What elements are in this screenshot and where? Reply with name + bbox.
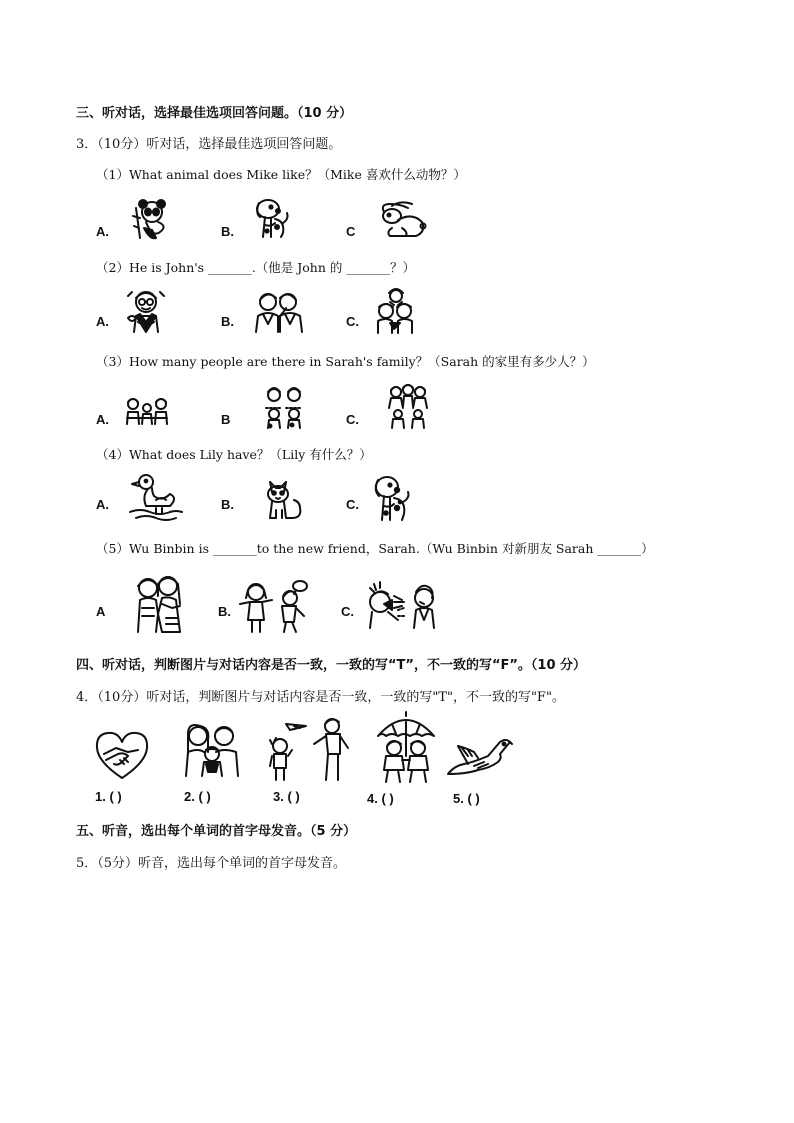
rabbit-icon	[378, 198, 428, 240]
talking-kids-icon	[236, 578, 312, 634]
heart-handshake-icon	[94, 730, 150, 780]
item-5-question: （5）Wu Binbin is _______to the new friend，Sarah.（Wu Binbin 对新朋友 Sarah _______）	[96, 541, 654, 556]
family-of-five-icon	[384, 384, 432, 430]
dog-icon	[251, 197, 291, 241]
item-4-option-b[interactable]: B.	[221, 497, 234, 512]
question-3-prompt: 3．（10分）听对话，选择最佳选项回答问题。	[76, 137, 342, 152]
umbrella-couple-icon	[374, 712, 438, 784]
item-1-question: （1）What animal does Mike like？（Mike 喜欢什么动物？）	[96, 167, 466, 182]
section-4-heading: 四、听对话，判断图片与对话内容是否一致，一致的写“T”，不一致的写“F”。（10 分）	[76, 658, 587, 673]
item-3-option-a[interactable]: A.	[96, 412, 109, 427]
item-3-question: （3）How many people are there in Sarah's family？（Sarah 的家里有多少人？）	[96, 354, 595, 369]
item-1-option-b[interactable]: B.	[221, 224, 234, 239]
item-4-2-answer[interactable]: 2. ( )	[184, 789, 211, 804]
shouting-boy-icon	[364, 580, 444, 630]
item-4-5-answer[interactable]: 5. ( )	[453, 791, 480, 806]
item-5-option-b[interactable]: B.	[218, 604, 231, 619]
question-4-prompt: 4．（10分）听对话，判断图片与对话内容是否一致，一致的写"T"，不一致的写"F"。	[76, 690, 565, 705]
item-5-option-c[interactable]: C.	[341, 604, 354, 619]
panda-icon	[130, 198, 174, 242]
hugging-girls-icon	[128, 574, 190, 634]
two-men-icon	[250, 290, 308, 334]
item-2-option-b[interactable]: B.	[221, 314, 234, 329]
paper-plane-boys-icon	[264, 716, 354, 782]
question-5-prompt: 5．（5分）听音，选出每个单词的首字母发音。	[76, 856, 347, 871]
item-1-option-c[interactable]: C	[346, 224, 356, 239]
family-of-three-icon	[124, 396, 170, 426]
item-4-1-answer[interactable]: 1. ( )	[95, 789, 122, 804]
section-3-heading: 三、听对话，选择最佳选项回答问题。（10 分）	[76, 106, 353, 121]
dog-icon	[370, 474, 412, 524]
family-stack-icon	[374, 287, 416, 335]
item-2-option-a[interactable]: A.	[96, 314, 109, 329]
section-5-heading: 五、听音，选出每个单词的首字母发音。（5 分）	[76, 824, 357, 839]
item-2-option-c[interactable]: C.	[346, 314, 359, 329]
item-3-option-b[interactable]: B	[221, 412, 231, 427]
item-4-3-answer[interactable]: 3. ( )	[273, 789, 300, 804]
item-3-option-c[interactable]: C.	[346, 412, 359, 427]
item-4-question: （4）What does Lily have？（Lily 有什么？）	[96, 447, 372, 462]
family-portrait-icon	[180, 722, 244, 778]
duck-icon	[126, 472, 184, 524]
item-2-question: （2）He is John's _______.（他是 John 的 _______？）	[96, 260, 416, 275]
grandparents-icon	[124, 288, 168, 334]
family-of-four-icon	[262, 386, 308, 430]
bird-icon	[444, 736, 512, 778]
item-5-option-a[interactable]: A	[96, 604, 106, 619]
item-4-option-c[interactable]: C.	[346, 497, 359, 512]
item-4-4-answer[interactable]: 4. ( )	[367, 791, 394, 806]
item-4-option-a[interactable]: A.	[96, 497, 109, 512]
cat-icon	[262, 476, 308, 522]
item-1-option-a[interactable]: A.	[96, 224, 109, 239]
